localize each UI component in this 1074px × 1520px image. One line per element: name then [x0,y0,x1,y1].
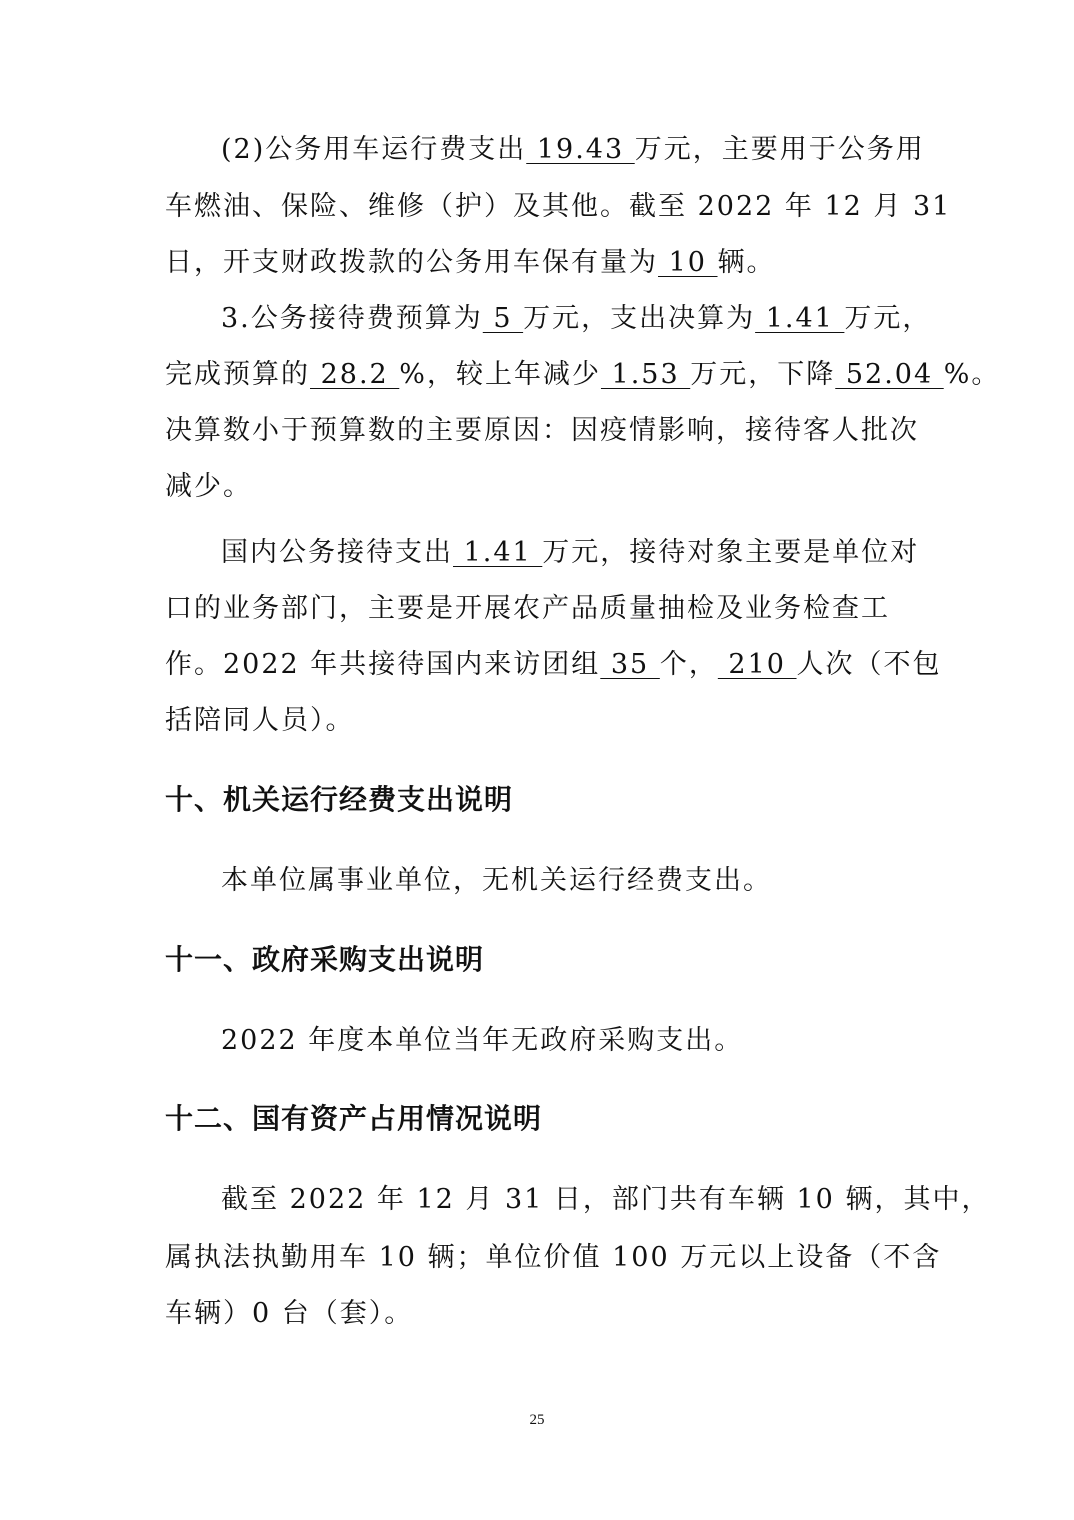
section-12-line-2: 属执法执勤用车 10 辆；单位价值 100 万元以上设备（不含 [165,1242,942,1273]
text: 完成预算的 [165,359,310,390]
reception-budget-line-2 [165,355,1000,395]
domestic-reception-amount: 1.41 [453,537,543,568]
visits-count: 210 [717,649,797,680]
text: 万元，主要用于公务用 [634,134,925,165]
section-10-heading: 十、机关运行经费支出说明 [165,783,514,816]
domestic-reception-line-3 [165,645,942,685]
domestic-reception-line-2: 口的业务部门，主要是开展农产品质量抽检及业务检查工 [165,593,890,624]
reception-budget-amount: 5 [482,303,524,334]
visiting-groups-count: 35 [600,649,660,680]
text: 万元，接待对象主要是单位对 [542,537,920,568]
reception-actual-amount: 1.41 [755,303,845,334]
text: 辆。 [717,247,776,278]
text: 国内公务接待支出 [221,537,453,568]
vehicle-operation-line-2: 车燃油、保险、维修（护）及其他。截至 2022 年 12 月 31 [165,191,952,222]
decrease-amount: 1.53 [600,359,691,390]
text: %，较上年减少 [399,359,601,390]
vehicle-operation-line-3 [165,243,776,283]
domestic-reception-line-1 [221,533,919,573]
page-number: 25 [529,1412,545,1428]
text: 3.公务接待费预算为 [221,303,483,334]
text: 人次（不包 [796,649,942,680]
domestic-reception-line-4: 括陪同人员）。 [165,705,355,736]
text: %。 [943,359,1001,390]
reception-budget-line-4: 减少。 [165,471,252,502]
text: 个， [659,649,718,680]
text: 万元，支出决算为 [523,303,756,334]
section-12-line-3: 车辆）0 台（套）。 [165,1298,414,1329]
text: 万元，下降 [690,359,836,390]
section-11-heading: 十一、政府采购支出说明 [165,943,485,976]
section-11-body: 2022 年度本单位当年无政府采购支出。 [221,1025,744,1056]
text: 作。2022 年共接待国内来访团组 [165,649,601,680]
vehicle-count: 10 [658,247,718,278]
reception-budget-line-1 [221,299,931,339]
section-12-heading: 十二、国有资产占用情况说明 [165,1102,543,1135]
section-12-line-1: 截至 2022 年 12 月 31 日，部门共有车辆 10 辆，其中， [221,1184,991,1215]
text: 日，开支财政拨款的公务用车保有量为 [165,247,658,278]
section-10-body: 本单位属事业单位，无机关运行经费支出。 [221,865,772,896]
vehicle-operation-amount: 19.43 [526,134,635,165]
text: (2)公务用车运行费支出 [221,134,527,165]
decrease-percent: 52.04 [835,359,944,390]
completion-percent: 28.2 [310,359,400,390]
reception-budget-line-3: 决算数小于预算数的主要原因：因疫情影响，接待客人批次 [165,415,919,446]
vehicle-operation-line-1 [221,130,925,170]
text: 万元， [844,303,932,334]
